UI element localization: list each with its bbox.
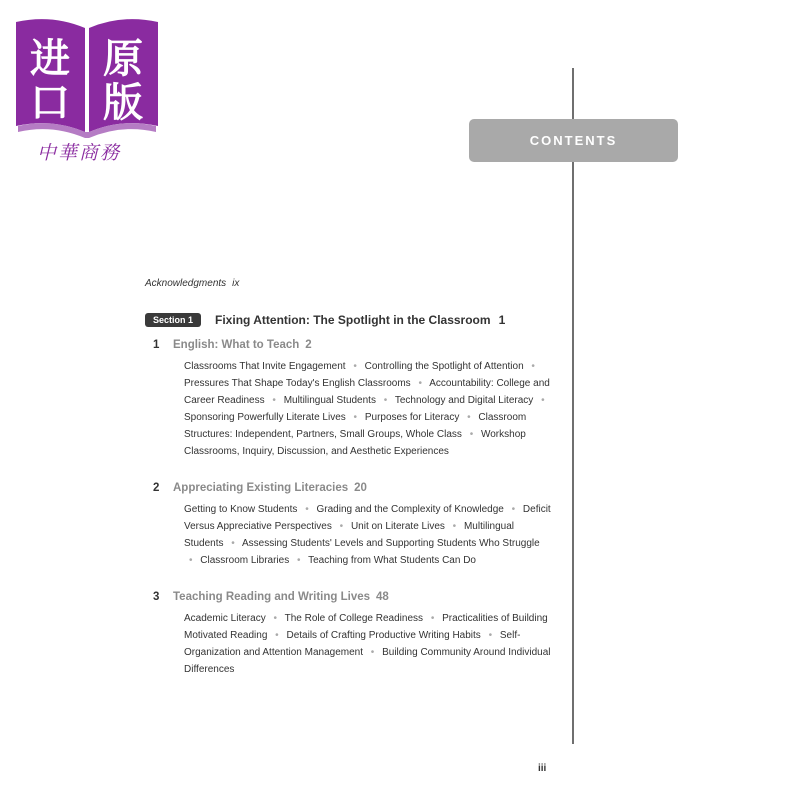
chapter-topic: Workshop Classrooms, Inquiry, Discussion, and Aesthetic Experiences (184, 429, 526, 457)
chapter-topic: Classroom Libraries (200, 555, 290, 566)
chapter-title: Appreciating Existing Literacies 20 (173, 482, 367, 494)
acknowledgments-page: ix (232, 278, 240, 289)
page-number: iii (538, 763, 547, 774)
chapter-topics (184, 610, 554, 678)
chapter-topic: Unit on Literate Lives (350, 521, 445, 532)
chapter-topic: Classrooms That Invite Engagement (184, 361, 346, 372)
chapter-topic: Details of Crafting Productive Writing Habits (286, 630, 481, 641)
bullet-separator-icon: • (383, 395, 388, 406)
chapter-topic: Technology and Digital Literacy (394, 395, 534, 406)
bullet-separator-icon: • (189, 555, 193, 566)
logo-caption: 中華商務 (36, 142, 121, 164)
chapter-title: Teaching Reading and Writing Lives 48 (173, 591, 389, 603)
chapter-topic: Getting to Know Students (184, 504, 298, 515)
book-logo-icon (12, 14, 162, 144)
chapter-topic: Practicalities of Building Motivated Reading (184, 613, 548, 641)
contents-label: CONTENTS (529, 133, 618, 148)
section-entry[interactable] (145, 313, 505, 327)
chapter-heading (153, 339, 553, 351)
bullet-separator-icon: • (353, 412, 358, 423)
chapter-number: 3 (153, 591, 160, 603)
bullet-separator-icon: • (469, 429, 474, 440)
chapter-topic: Multilingual Students (184, 521, 514, 549)
acknowledgments-entry[interactable] (145, 278, 239, 289)
chapter-entry-1[interactable] (153, 339, 553, 460)
section-title: Fixing Attention: The Spotlight in the Classroom 1 (215, 313, 506, 327)
chapter-topic: Building Community Around Individual Differences (184, 647, 551, 675)
chapter-page: 2 (305, 339, 312, 351)
chapter-topic: Multilingual Students (283, 395, 376, 406)
chapter-topic: Purposes for Literacy (364, 412, 460, 423)
chapter-number: 2 (153, 482, 160, 494)
chapter-topic: Deficit Versus Appreciative Perspectives (184, 504, 551, 532)
bullet-separator-icon: • (297, 555, 301, 566)
bullet-separator-icon: • (272, 395, 276, 406)
chapter-topic: Sponsoring Powerfully Literate Lives (184, 412, 346, 423)
logo-char-top-right: 原 (103, 36, 143, 82)
chapter-topic: Teaching from What Students Can Do (308, 555, 476, 566)
chapter-number: 1 (153, 339, 160, 351)
bullet-separator-icon: • (467, 412, 471, 423)
bullet-separator-icon: • (275, 630, 279, 641)
bullet-separator-icon: • (353, 361, 357, 372)
chapter-topics (184, 501, 554, 569)
chapter-topic: Academic Literacy (184, 613, 266, 624)
logo-char-top-left: 进 (30, 36, 70, 82)
chapter-entry-3[interactable] (153, 591, 553, 678)
chapter-topic: Grading and the Complexity of Knowledge (316, 504, 504, 515)
chapter-topic: Classroom Structures: Independent, Partners, Small Groups, Whole Class (184, 412, 527, 440)
chapter-heading (153, 591, 553, 603)
vertical-divider (572, 68, 574, 744)
bullet-separator-icon: • (418, 378, 422, 389)
acknowledgments-label: Acknowledgments (145, 278, 227, 289)
bullet-separator-icon: • (231, 538, 235, 549)
bullet-separator-icon: • (488, 630, 493, 641)
bullet-separator-icon: • (531, 361, 535, 372)
chapter-topic: Pressures That Shape Today's English Classrooms (184, 378, 411, 389)
chapter-topic: Self-Organization and Attention Management (184, 630, 521, 658)
bullet-separator-icon: • (511, 504, 516, 515)
bullet-separator-icon: • (541, 395, 545, 406)
chapter-page: 20 (354, 482, 367, 494)
section-badge: Section 1 (145, 313, 201, 327)
bullet-separator-icon: • (305, 504, 309, 515)
bullet-separator-icon: • (370, 647, 375, 658)
chapter-topic: Accountability: College and Career Readiness (184, 378, 550, 406)
chapter-entry-2[interactable] (153, 482, 553, 569)
bullet-separator-icon: • (430, 613, 435, 624)
bullet-separator-icon: • (339, 521, 344, 532)
contents-banner (469, 119, 678, 162)
chapter-topic: The Role of College Readiness (284, 613, 424, 624)
chapter-topic: Assessing Students' Levels and Supporting Students Who Struggle (242, 538, 540, 549)
bullet-separator-icon: • (273, 613, 277, 624)
chapter-topics (184, 358, 554, 460)
chapter-page: 48 (376, 591, 389, 603)
chapter-title: English: What to Teach 2 (173, 339, 312, 351)
logo-char-bottom-left: 口 (30, 80, 70, 126)
chapter-heading (153, 482, 553, 494)
logo-char-bottom-right: 版 (103, 80, 143, 126)
section-page: 1 (498, 313, 506, 327)
bullet-separator-icon: • (452, 521, 457, 532)
chapter-topic: Controlling the Spotlight of Attention (364, 361, 524, 372)
